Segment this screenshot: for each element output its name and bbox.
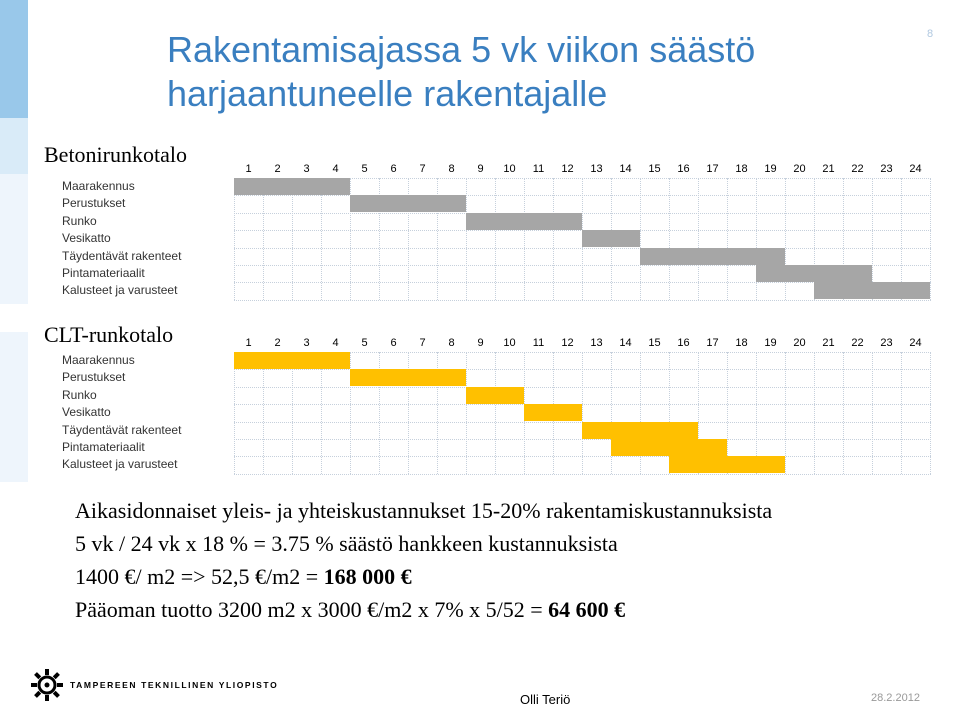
task-bar (582, 422, 698, 439)
week-label: 3 (303, 163, 310, 175)
week-label: 14 (619, 337, 632, 349)
side-stripe (0, 482, 28, 720)
side-stripe (0, 332, 28, 482)
task-label: Maarakennus (62, 353, 135, 367)
week-label: 20 (793, 337, 806, 349)
row-line (234, 369, 931, 370)
week-label: 12 (561, 337, 574, 349)
week-label: 17 (706, 163, 719, 175)
row-line (234, 195, 931, 196)
row-line (234, 387, 931, 388)
week-label: 17 (706, 337, 719, 349)
body-line-2: 5 vk / 24 vk x 18 % = 3.75 % säästö hankkeen kustannuksista (75, 531, 618, 556)
week-label: 15 (648, 163, 661, 175)
university-logo-icon (30, 668, 64, 702)
task-bar (524, 404, 582, 421)
task-label: Vesikatto (62, 231, 111, 246)
week-label: 6 (390, 337, 397, 349)
task-bar (611, 439, 727, 456)
task-label: Pintamateriaalit (62, 266, 145, 280)
week-label: 24 (909, 163, 922, 175)
week-label: 13 (590, 337, 603, 349)
task-label: Perustukset (62, 196, 126, 211)
row-line (234, 456, 931, 457)
week-label: 15 (648, 337, 661, 349)
task-label: Kalusteet ja varusteet (62, 457, 178, 472)
task-label: Perustukset (62, 370, 126, 385)
week-label: 4 (332, 337, 339, 349)
row-line (234, 474, 931, 475)
row-line (234, 404, 931, 405)
row-line (234, 300, 931, 301)
week-label: 22 (851, 163, 864, 175)
week-label: 7 (419, 337, 426, 349)
body-line-4-text: Pääoman tuotto 3200 m2 x 3000 €/m2 x 7% x 5/52 = (75, 597, 549, 622)
week-label: 19 (764, 163, 777, 175)
chart-title-concrete: Betonirunkotalo (32, 136, 232, 172)
task-bar (582, 230, 640, 247)
task-bar (234, 352, 350, 369)
task-bar (640, 248, 785, 265)
body-line-1: Aikasidonnaiset yleis- ja yhteiskustannukset 15-20% rakentamiskustannuksista (75, 498, 773, 523)
week-label: 11 (532, 337, 545, 349)
savings-total: 168 000 € (323, 564, 412, 589)
week-label: 7 (419, 163, 426, 175)
side-stripe (0, 304, 28, 332)
task-label: Pintamateriaalit (62, 440, 145, 454)
task-label: Vesikatto (62, 405, 111, 420)
body-line-4 (75, 594, 625, 625)
week-label: 21 (822, 163, 835, 175)
week-label: 24 (909, 337, 922, 349)
week-label: 5 (361, 337, 368, 349)
week-label: 3 (303, 337, 310, 349)
week-label: 21 (822, 337, 835, 349)
task-bar (756, 265, 872, 282)
week-label: 2 (274, 337, 281, 349)
chart-title-clt: CLT-runkotalo (32, 316, 232, 352)
task-bar (466, 387, 524, 404)
week-label: 13 (590, 163, 603, 175)
task-bar (466, 213, 582, 230)
task-bar (350, 369, 466, 386)
task-bar (814, 282, 930, 299)
week-label: 8 (448, 337, 455, 349)
week-label: 10 (503, 337, 516, 349)
week-label: 20 (793, 163, 806, 175)
week-label: 6 (390, 163, 397, 175)
side-stripe (0, 0, 28, 118)
week-label: 22 (851, 337, 864, 349)
side-stripe (0, 174, 28, 304)
task-bar (350, 195, 466, 212)
week-label: 5 (361, 163, 368, 175)
row-line (234, 439, 931, 440)
task-label: Kalusteet ja varusteet (62, 283, 178, 298)
week-label: 1 (245, 337, 252, 349)
week-label: 18 (735, 163, 748, 175)
presentation-date: 28.2.2012 (871, 692, 920, 704)
week-label: 9 (477, 337, 484, 349)
task-label: Runko (62, 387, 97, 402)
task-label: Täydentävät rakenteet (62, 248, 182, 263)
organization-name: TAMPEREEN TEKNILLINEN YLIOPISTO (70, 680, 279, 690)
page-number: 8 (927, 28, 934, 40)
week-label: 1 (245, 163, 252, 175)
task-bar (669, 456, 785, 473)
week-label: 2 (274, 163, 281, 175)
author-name: Olli Teriö (520, 692, 571, 707)
body-line-3-text: 1400 €/ m2 => 52,5 €/m2 = (75, 564, 324, 589)
week-label: 16 (677, 163, 690, 175)
week-label: 23 (880, 163, 893, 175)
week-label: 16 (677, 337, 690, 349)
week-label: 18 (735, 337, 748, 349)
title-line-2: harjaantuneelle rakentajalle (167, 73, 608, 114)
week-label: 9 (477, 163, 484, 175)
side-stripe (0, 118, 28, 174)
task-label: Maarakennus (62, 179, 135, 193)
capital-return: 64 600 € (548, 597, 626, 622)
row-line (234, 248, 931, 249)
slide-title (167, 28, 867, 116)
task-label: Täydentävät rakenteet (62, 422, 182, 437)
week-label: 10 (503, 163, 516, 175)
title-line-1: Rakentamisajassa 5 vk viikon säästö (167, 29, 756, 70)
task-bar (234, 178, 350, 195)
week-label: 23 (880, 337, 893, 349)
row-line (234, 213, 931, 214)
body-line-3 (75, 561, 412, 592)
week-label: 11 (532, 163, 545, 175)
week-label: 12 (561, 163, 574, 175)
task-label: Runko (62, 213, 97, 228)
week-label: 19 (764, 337, 777, 349)
week-label: 4 (332, 163, 339, 175)
week-label: 8 (448, 163, 455, 175)
week-label: 14 (619, 163, 632, 175)
